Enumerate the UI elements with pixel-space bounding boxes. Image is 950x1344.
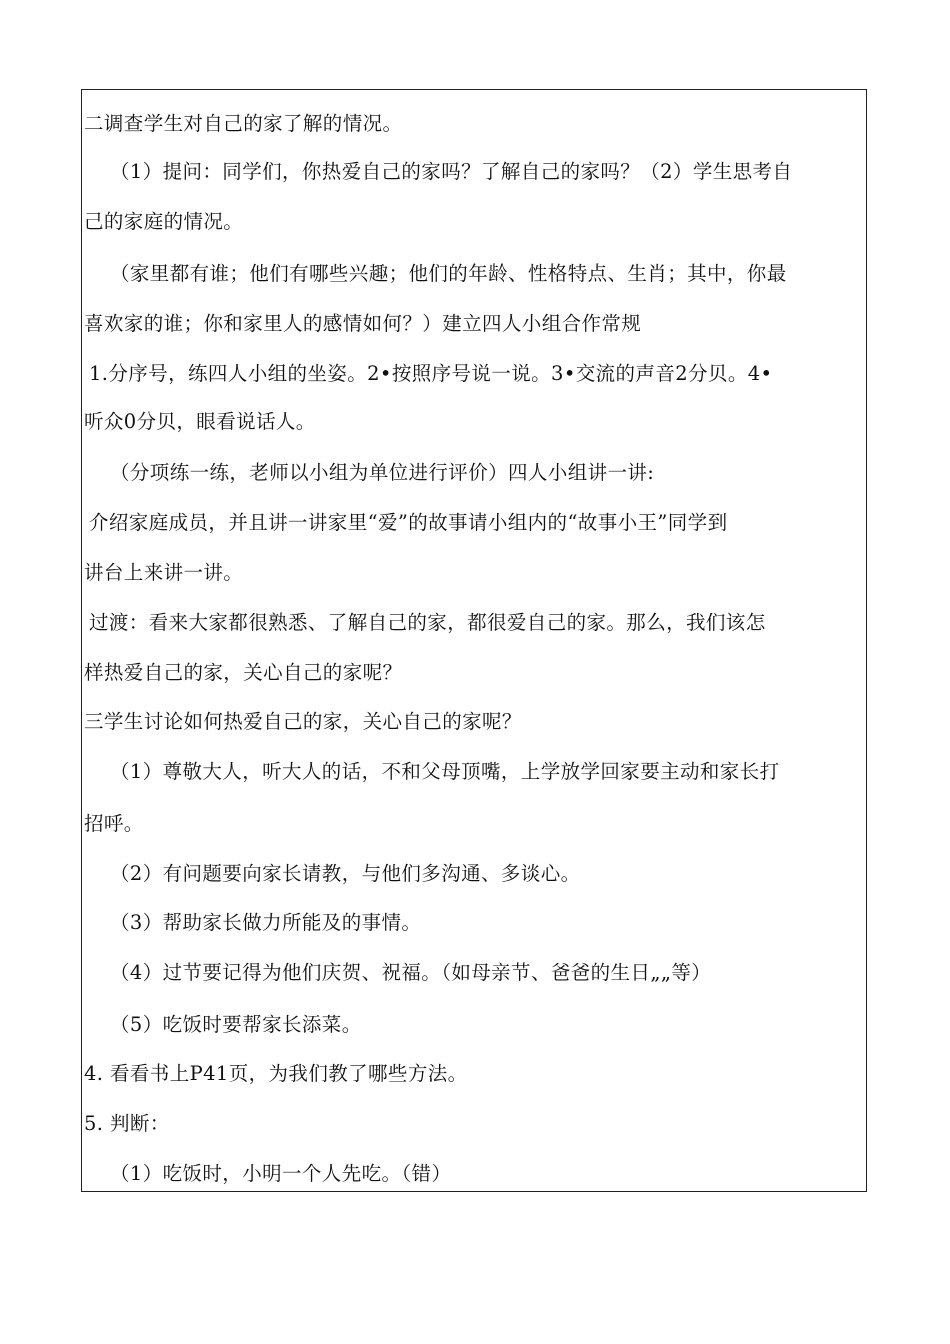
numbered-item-4: 4. 看看书上P41页，为我们教了哪些方法。 <box>84 1062 468 1085</box>
text-line: 样热爱自己的家，关心自己的家呢？ <box>84 661 403 684</box>
text-line: 招呼。 <box>84 812 144 835</box>
text-line: 听众0分贝，眼看说话人。 <box>84 410 316 433</box>
text-line: （分项练一练，老师以小组为单位进行评价）四人小组讲一讲: <box>110 461 655 484</box>
text-line: 己的家庭的情况。 <box>84 210 244 233</box>
text-line: （1）提问：同学们，你热爱自己的家吗？了解自己的家吗？（2）学生思考自 <box>110 160 793 183</box>
text-line: （1）吃饭时，小明一个人先吃。（错） <box>110 1162 452 1185</box>
text-line: （3）帮助家长做力所能及的事情。 <box>110 911 422 934</box>
text-line: 喜欢家的谁；你和家里人的感情如何？）建立四人小组合作常规 <box>84 312 642 335</box>
section-heading-discussion: 三学生讨论如何热爱自己的家，关心自己的家呢？ <box>84 710 522 733</box>
text-line: （2）有问题要向家长请教，与他们多沟通、多谈心。 <box>110 862 581 885</box>
text-line: 介绍家庭成员，并且讲一讲家里“爱”的故事请小组内的“故事小王”同学到 <box>89 511 728 534</box>
text-line: （5）吃饭时要帮家长添菜。 <box>110 1013 362 1036</box>
text-line: （1）尊敬大人，听大人的话，不和父母顶嘴，上学放学回家要主动和家长打 <box>110 760 780 783</box>
text-line: （家里都有谁；他们有哪些兴趣；他们的年龄、性格特点、生肖；其中，你最 <box>110 262 787 285</box>
section-heading-survey: 二调查学生对自己的家了解的情况。 <box>84 112 403 135</box>
text-line: 讲台上来讲一讲。 <box>84 561 244 584</box>
text-line: 1.分序号，练四人小组的坐姿。2•按照序号说一说。3•交流的声音2分贝。4• <box>89 362 773 385</box>
text-line: 过渡：看来大家都很熟悉、了解自己的家，都很爱自己的家。那么，我们该怎 <box>89 611 766 634</box>
numbered-item-5: 5. 判断： <box>84 1112 170 1135</box>
text-line: （4）过节要记得为他们庆贺、祝福。（如母亲节、爸爸的生日„„等） <box>110 961 712 984</box>
